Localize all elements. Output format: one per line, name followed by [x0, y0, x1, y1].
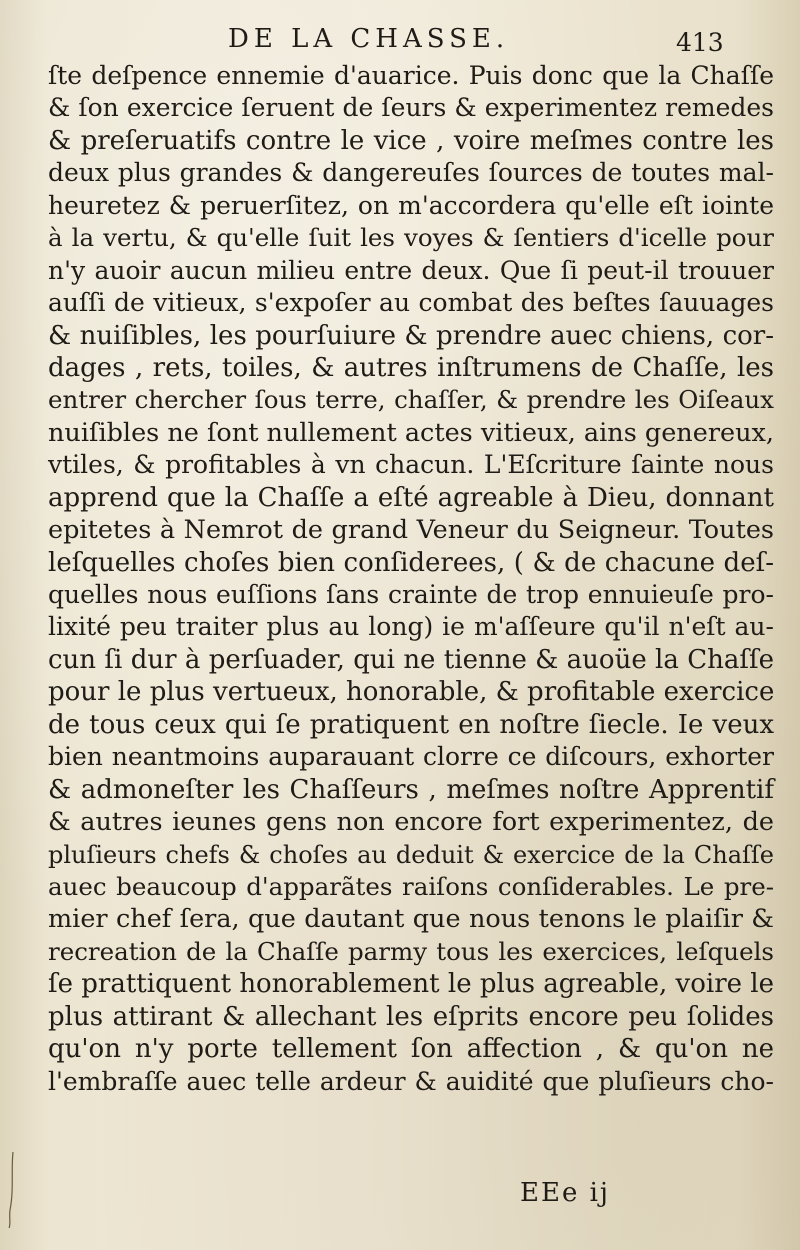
text-line: dages , rets, toiles, & autres inſtrumens de Chaſſe, les: [48, 352, 774, 383]
text-line: & nuiſibles, les pourſuiure & prendre auec chiens, cor-: [48, 320, 774, 351]
text-line: & preſeruatifs contre le vice , voire meſmes contre les: [48, 125, 774, 156]
text-line: & ſon exercice ſeruent de ſeurs & experimentez remedes: [48, 93, 774, 123]
text-line: auſſi de vitieux, s'expoſer au combat des beſtes ſauuages: [48, 288, 774, 318]
text-line: & autres ieunes gens non encore fort experimentez, de: [48, 807, 774, 838]
running-title: DE LA CHASSE.: [228, 24, 510, 54]
text-line: mier chef ſera, que dautant que nous tenons le plaiſir &: [48, 904, 774, 935]
text-line: apprend que la Chaſſe a eſté agreable à Dieu, donnant: [48, 482, 774, 513]
text-line: quelles nous euſſions ſans crainte de trop ennuieuſe pro-: [48, 580, 774, 609]
text-line: bien neantmoins auparauant clorre ce diſcours, exhorter: [48, 742, 774, 772]
text-line: & admoneſter les Chaſſeurs , meſmes noſtre Apprentif: [48, 774, 774, 805]
text-line: entrer chercher ſous terre, chaſſer, & prendre les Oiſeaux: [48, 385, 774, 415]
running-head: [0, 24, 800, 64]
text-line: plus attirant & allechant les eſprits encore peu ſolides: [48, 1001, 774, 1032]
text-line: heuretez & peruerſitez, on m'accordera qu'elle eſt iointe: [48, 190, 774, 220]
text-line: l'embraſſe auec telle ardeur & auidité que pluſieurs cho-: [48, 1066, 774, 1096]
text-line: recreation de la Chaſſe parmy tous les exercices, leſquels: [48, 936, 774, 966]
text-line: qu'on n'y porte tellement ſon affection , & qu'on ne: [48, 1034, 774, 1065]
page-number: 413: [676, 28, 724, 57]
text-line: nuiſibles ne ſont nullement actes vitieux, ains genereux,: [48, 417, 775, 448]
text-line: lixité peu traiter plus au long) ie m'aſſeure qu'il n'eſt au-: [48, 612, 774, 642]
margin-pen-mark: [6, 1150, 16, 1230]
text-line: pluſieurs chefs & choſes au deduit & exercice de la Chaſſe: [48, 840, 774, 869]
text-line: de tous ceux qui ſe pratiquent en noſtre ſiecle. Ie veux: [48, 709, 774, 740]
text-line: vtiles, & profitables à vn chacun. L'Eſcriture ſainte nous: [48, 450, 774, 480]
text-line: ſe prattiquent honorablement le plus agreable, voire le: [48, 969, 774, 1000]
text-line: n'y auoir aucun milieu entre deux. Que ſi peut-il trouuer: [48, 255, 774, 285]
text-line: pour le plus vertueux, honorable, & profitable exercice: [48, 677, 775, 708]
body-text: [48, 60, 774, 1098]
catchword-signature: EEe ij: [520, 1178, 610, 1208]
text-line: epitetes à Nemrot de grand Veneur du Seigneur. Toutes: [48, 515, 774, 546]
text-line: auec beaucoup d'apparãtes raiſons conſiderables. Le pre-: [48, 871, 774, 901]
text-line: à la vertu, & qu'elle ſuit les voyes & ſentiers d'icelle pour: [48, 223, 774, 253]
text-line: cun ſi dur à perſuader, qui ne tienne & auoüe la Chaſſe: [48, 644, 774, 675]
text-line: ſte deſpence ennemie d'auarice. Puis donc que la Chaſſe: [48, 61, 774, 90]
text-line: deux plus grandes & dangereuſes ſources de toutes mal-: [48, 158, 774, 188]
text-line: leſquelles choſes bien conſiderees, ( & de chacune deſ-: [48, 547, 774, 578]
